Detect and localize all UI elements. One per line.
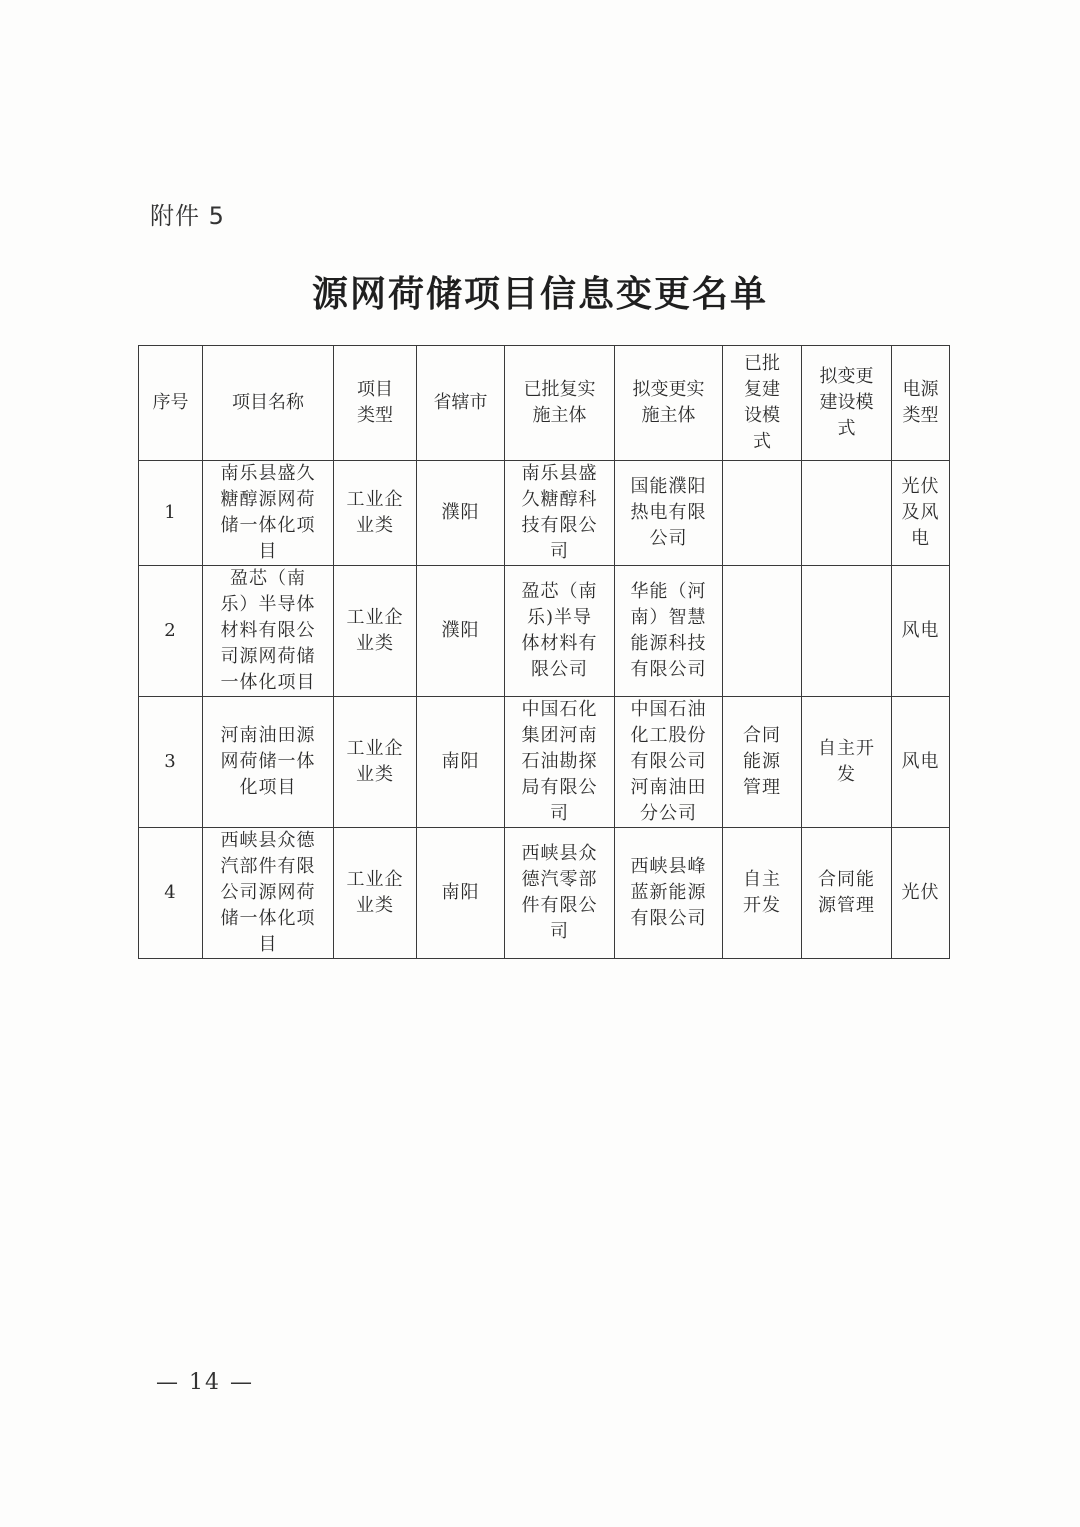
cell-proposed-mode <box>802 566 892 697</box>
cell-project-name: 盈芯（南乐）半导体材料有限公司源网荷储一体化项目 <box>203 566 334 697</box>
table-header-row <box>139 346 950 461</box>
column-header-proposed-entity: 拟变更实施主体 <box>615 346 723 461</box>
cell-approved-entity: 南乐县盛久糖醇科技有限公司 <box>505 461 615 566</box>
cell-approved-entity: 西峡县众德汽零部件有限公司 <box>505 828 615 959</box>
cell-proposed-entity: 国能濮阳热电有限公司 <box>615 461 723 566</box>
cell-approved-mode: 自主开发 <box>723 828 802 959</box>
cell-project-name: 河南油田源网荷储一体化项目 <box>203 697 334 828</box>
cell-proposed-mode: 自主开发 <box>802 697 892 828</box>
cell-approved-mode <box>723 461 802 566</box>
cell-project-type: 工业企业类 <box>334 828 417 959</box>
column-header-no: 序号 <box>139 346 203 461</box>
cell-project-name: 南乐县盛久糖醇源网荷储一体化项目 <box>203 461 334 566</box>
project-change-table <box>138 345 950 959</box>
cell-proposed-entity: 中国石油化工股份有限公司河南油田分公司 <box>615 697 723 828</box>
table-row <box>139 828 950 959</box>
cell-city: 南阳 <box>417 697 505 828</box>
document-title: 源网荷储项目信息变更名单 <box>311 273 768 315</box>
cell-approved-mode: 合同能源管理 <box>723 697 802 828</box>
cell-project-name: 西峡县众德汽部件有限公司源网荷储一体化项目 <box>203 828 334 959</box>
cell-approved-entity: 盈芯（南乐)半导体材料有限公司 <box>505 566 615 697</box>
cell-no: 2 <box>139 566 203 697</box>
column-header-city: 省辖市 <box>417 346 505 461</box>
cell-city: 濮阳 <box>417 566 505 697</box>
column-header-approved-entity: 已批复实施主体 <box>505 346 615 461</box>
cell-power-type: 光伏 <box>892 828 950 959</box>
table-row <box>139 461 950 566</box>
cell-project-type: 工业企业类 <box>334 461 417 566</box>
cell-project-type: 工业企业类 <box>334 566 417 697</box>
table-row <box>139 566 950 697</box>
page-number: — 14 — <box>156 1370 254 1395</box>
cell-no: 3 <box>139 697 203 828</box>
cell-proposed-entity: 西峡县峰蓝新能源有限公司 <box>615 828 723 959</box>
cell-project-type: 工业企业类 <box>334 697 417 828</box>
cell-city: 南阳 <box>417 828 505 959</box>
cell-power-type: 风电 <box>892 566 950 697</box>
cell-no: 1 <box>139 461 203 566</box>
cell-power-type: 风电 <box>892 697 950 828</box>
column-header-proposed-mode: 拟变更建设模式 <box>802 346 892 461</box>
cell-proposed-entity: 华能（河南）智慧能源科技有限公司 <box>615 566 723 697</box>
column-header-approved-mode: 已批复建设模式 <box>723 346 802 461</box>
column-header-project-name: 项目名称 <box>203 346 334 461</box>
attachment-label: 附件 5 <box>150 202 225 230</box>
cell-power-type: 光伏及风电 <box>892 461 950 566</box>
cell-proposed-mode: 合同能源管理 <box>802 828 892 959</box>
cell-city: 濮阳 <box>417 461 505 566</box>
cell-proposed-mode <box>802 461 892 566</box>
cell-no: 4 <box>139 828 203 959</box>
cell-approved-entity: 中国石化集团河南石油勘探局有限公司 <box>505 697 615 828</box>
table-row <box>139 697 950 828</box>
cell-approved-mode <box>723 566 802 697</box>
column-header-power-type: 电源类型 <box>892 346 950 461</box>
column-header-project-type: 项目类型 <box>334 346 417 461</box>
